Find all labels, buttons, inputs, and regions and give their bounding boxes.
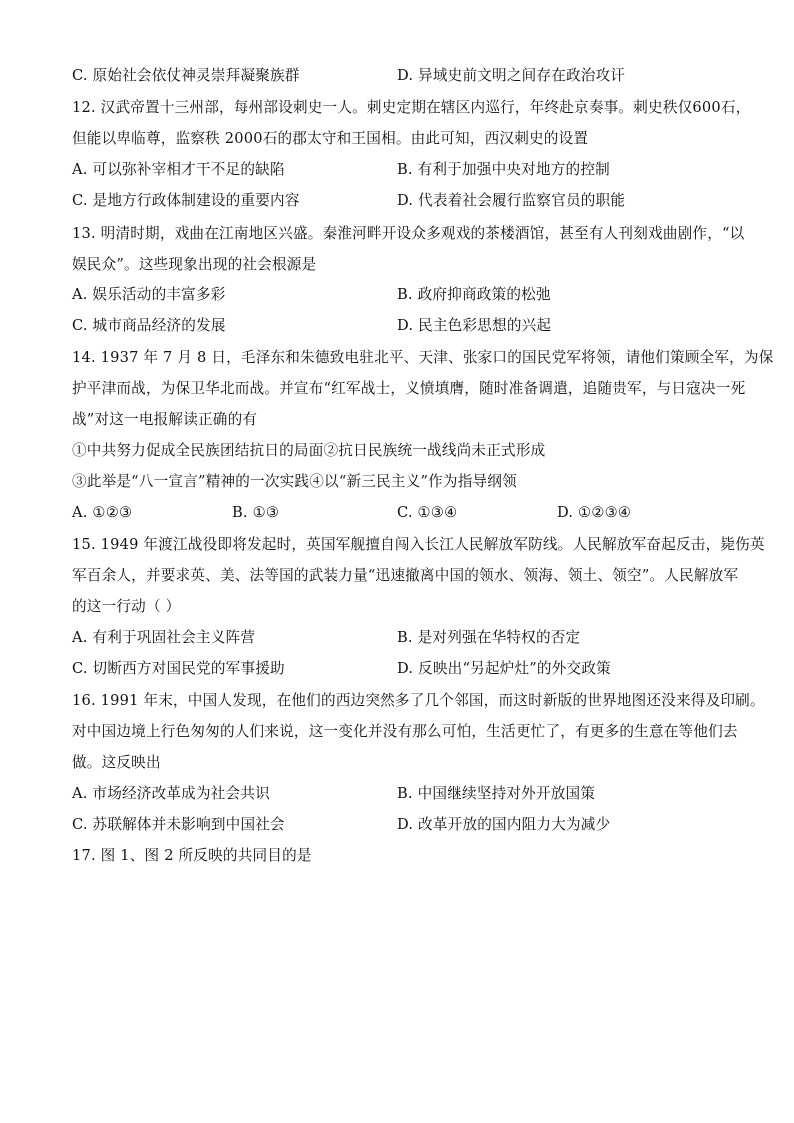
q14-item-line-1: ①中共努力促成全民族团结抗日的局面②抗日民族统一战线尚未正式形成 <box>72 442 546 459</box>
q15-stem-line-2: 军百余人，并要求英、美、法等国的武装力量“迅速撤离中国的领水、领海、领土、领空”。人民解放军 <box>72 567 739 584</box>
q16-option-d: D. 改革开放的国内阻力大为减少 <box>397 816 611 833</box>
q13-option-b: B. 政府抑商政策的松弛 <box>397 286 551 303</box>
q15-option-c: C. 切断西方对国民党的军事援助 <box>72 660 285 677</box>
q13-option-c: C. 城市商品经济的发展 <box>72 317 226 334</box>
q16-stem-line-2: 对中国边境上行色匆匆的人们来说，这一变化并没有那么可怕，生活更忙了，有更多的生意在等他们去 <box>72 723 738 740</box>
q11-option-d: D. 异域史前文明之间存在政治攻讦 <box>397 67 626 84</box>
q13-option-d: D. 民主色彩思想的兴起 <box>397 317 552 334</box>
q14-option-a: A. ①②③ <box>72 504 133 521</box>
q16-option-c: C. 苏联解体并未影响到中国社会 <box>72 816 285 833</box>
q15-stem-line-3: 的这一行动（ ） <box>72 598 181 615</box>
q13-stem-line-1: 13. 明清时期，戏曲在江南地区兴盛。秦淮河畔开设众多观戏的茶楼酒馆，甚至有人刊刻戏曲剧作，“以 <box>72 225 745 242</box>
q14-option-b: B. ①③ <box>232 504 280 521</box>
q12-option-d: D. 代表着社会履行监察官员的职能 <box>397 192 626 209</box>
q15-option-b: B. 是对列强在华特权的否定 <box>397 629 581 646</box>
q11-option-c: C. 原始社会依仗神灵崇拜凝聚族群 <box>72 67 300 84</box>
q15-option-a: A. 有利于巩固社会主义阵营 <box>72 629 256 646</box>
q16-stem-line-1: 16. 1991 年末，中国人发现，在他们的西边突然多了几个邻国，而这时新版的世界地图还没来得及印刷。 <box>72 692 765 709</box>
q14-option-c: C. ①③④ <box>397 504 458 521</box>
q13-stem-line-2: 娱民众”。这些现象出现的社会根源是 <box>72 256 317 273</box>
q12-option-c: C. 是地方行政体制建设的重要内容 <box>72 192 300 209</box>
q13-option-a: A. 娱乐活动的丰富多彩 <box>72 286 226 303</box>
q12-stem-line-2: 但能以卑临尊，监察秩 2000石的郡太守和王国相。由此可知，西汉刺史的设置 <box>72 130 589 147</box>
q15-option-d: D. 反映出“另起炉灶”的外交政策 <box>397 660 611 677</box>
q12-option-b: B. 有利于加强中央对地方的控制 <box>397 161 610 178</box>
q16-stem-line-3: 做。这反映出 <box>72 754 161 771</box>
q15-stem-line-1: 15. 1949 年渡江战役即将发起时，英国军舰擅自闯入长江人民解放军防线。人民解放军奋起反击，毙伤英 <box>72 536 765 553</box>
q12-stem-line-1: 12. 汉武帝置十三州部，每州部设刺史一人。刺史定期在辖区内巡行，年终赴京奏事。刺史秩仅600石， <box>72 99 751 116</box>
q14-stem-line-3: 战”对这一电报解读正确的有 <box>72 411 258 428</box>
q12-option-a: A. 可以弥补宰相才干不足的缺陷 <box>72 161 285 178</box>
q14-item-line-2: ③此举是“八一宣言”精神的一次实践④以“新三民主义”作为指导纲领 <box>72 473 517 490</box>
q14-option-d: D. ①②③④ <box>557 504 632 521</box>
q14-stem-line-2: 护平津而战，为保卫华北而战。并宣布“红军战士，义愤填膺，随时准备调遣，追随贵军，与日寇决一死 <box>72 380 746 397</box>
q14-stem-line-1: 14. 1937 年 7 月 8 日，毛泽东和朱德致电驻北平、天津、张家口的国民党军将领，请他们策顾全军，为保 <box>72 349 774 366</box>
q17-stem-line-1: 17. 图 1、图 2 所反映的共同目的是 <box>72 847 312 864</box>
q16-option-a: A. 市场经济改革成为社会共识 <box>72 785 270 802</box>
q16-option-b: B. 中国继续坚持对外开放国策 <box>397 785 596 802</box>
